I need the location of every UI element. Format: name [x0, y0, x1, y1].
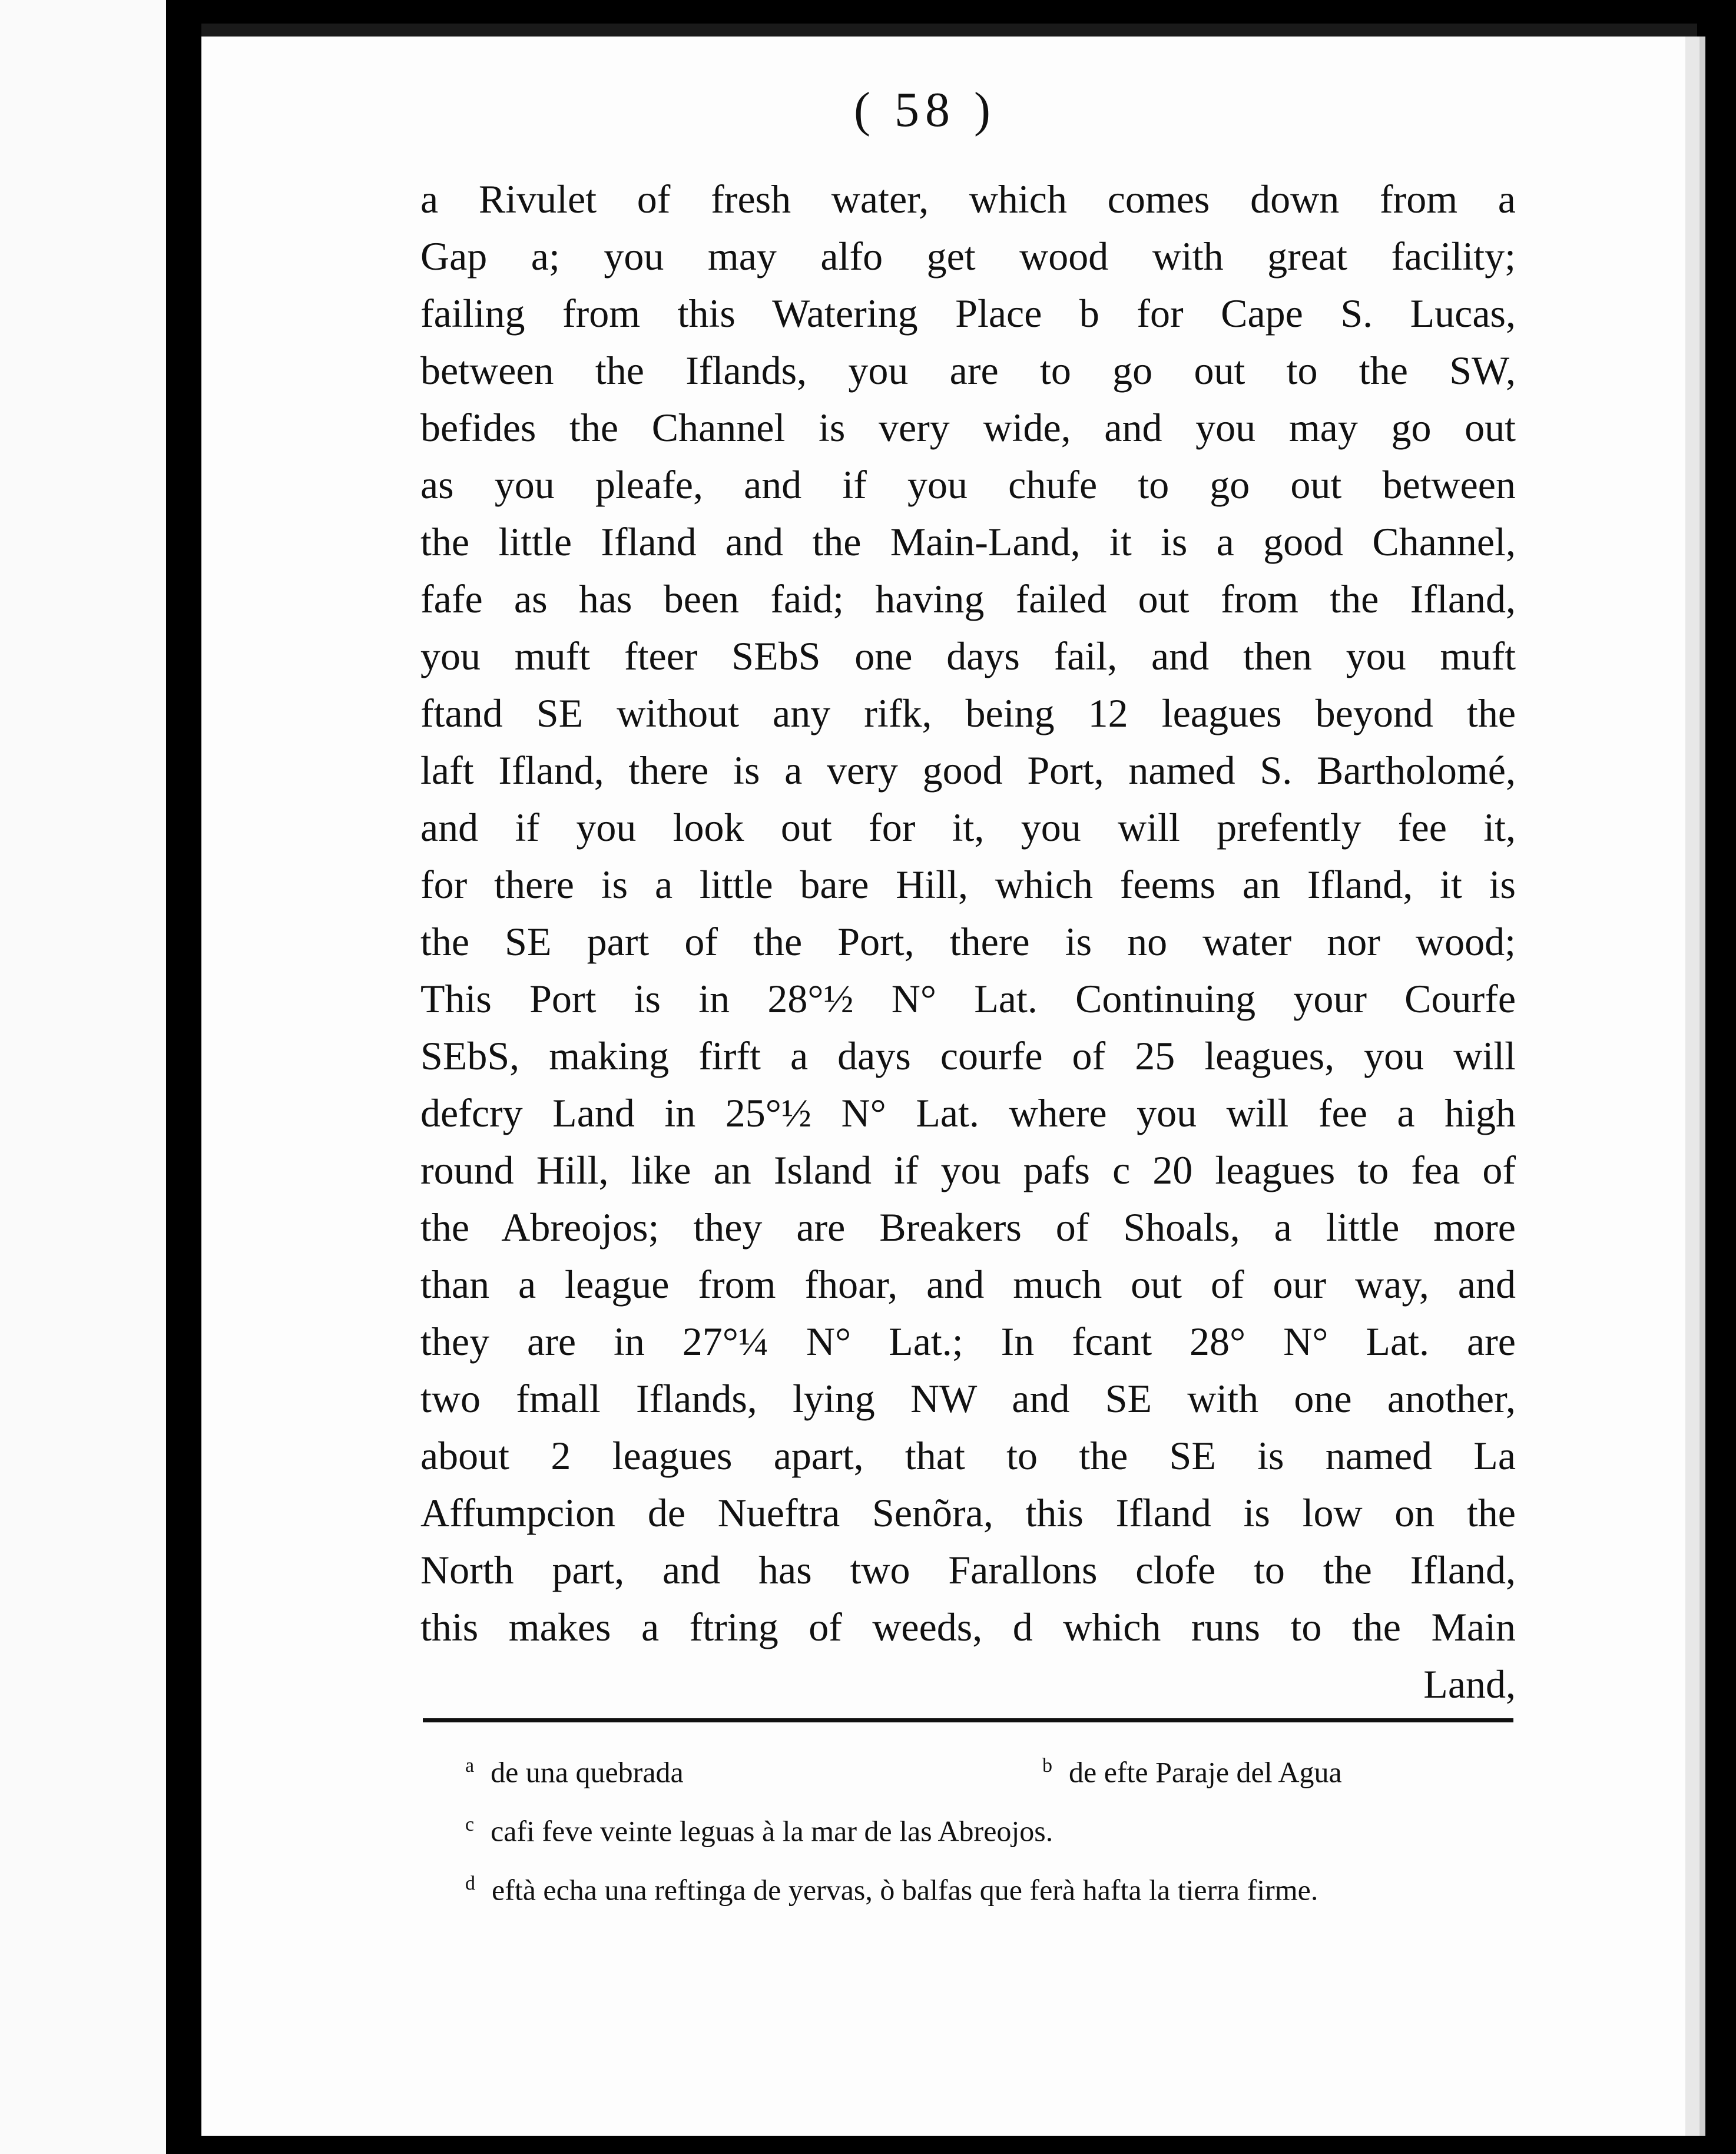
footnote-text: de una quebrada: [491, 1755, 684, 1789]
text-line: North part, and has two Farallons clofe to the Ifland,: [420, 1547, 1516, 1592]
text-line: the Abreojos; they are Breakers of Shoals, a little more: [420, 1205, 1516, 1250]
text-line: as you pleafe, and if you chufe to go out between: [420, 462, 1516, 507]
text-line: and if you look out for it, you will prefently fee it,: [420, 805, 1516, 850]
text-line: for there is a little bare Hill, which feems an Ifland, it is: [420, 862, 1516, 907]
page-edge: [1685, 37, 1699, 2136]
text-line: round Hill, like an Island if you pafs c 20 leagues to fea of: [420, 1148, 1516, 1192]
text-line: Gap a; you may alfo get wood with great facility;: [420, 234, 1516, 279]
text-line: than a league from fhoar, and much out of our way, and: [420, 1262, 1516, 1307]
book-gutter: [166, 0, 201, 2154]
text-line: the little Ifland and the Main-Land, it is a good Channel,: [420, 519, 1516, 564]
text-line: the SE part of the Port, there is no water nor wood;: [420, 919, 1516, 964]
text-line: failing from this Watering Place b for Cape S. Lucas,: [420, 291, 1516, 336]
footnote: [465, 1873, 1318, 1907]
footnote: [465, 1814, 1053, 1848]
footnote-rule: [423, 1718, 1513, 1722]
text-line: two fmall Iflands, lying NW and SE with one another,: [420, 1376, 1516, 1421]
text-line-catchword: Land,: [1423, 1662, 1516, 1706]
page-edge-shadow: [1699, 37, 1705, 2136]
page-number: ( 58 ): [854, 82, 996, 137]
text-line: befides the Channel is very wide, and you may go out: [420, 405, 1516, 450]
footnote-text: de efte Paraje del Agua: [1069, 1755, 1342, 1789]
text-line: SEbS, making firft a days courfe of 25 leagues, you will: [420, 1033, 1516, 1078]
text-line: This Port is in 28°½ N° Lat. Continuing your Courfe: [420, 976, 1516, 1021]
text-line: they are in 27°¼ N° Lat.; In fcant 28° N° Lat. are: [420, 1319, 1516, 1364]
footnote-mark: c: [465, 1814, 475, 1835]
text-line: fafe as has been faid; having failed out from the Ifland,: [420, 576, 1516, 621]
footnote-mark: d: [465, 1873, 475, 1894]
footnote-mark: a: [465, 1755, 475, 1777]
facing-page: [0, 0, 166, 2154]
text-line: laft Ifland, there is a very good Port, named S. Bartholomé,: [420, 748, 1516, 793]
footnote-text: cafi feve veinte leguas à la mar de las Abreojos.: [491, 1814, 1053, 1848]
body-text: [420, 171, 1516, 1713]
footnote: [1042, 1755, 1342, 1790]
footnote-mark: b: [1042, 1755, 1052, 1777]
footnote-text: eftà echa una reftinga de yervas, ò balfas que ferà hafta la tierra firme.: [492, 1873, 1318, 1907]
text-line: ftand SE without any rifk, being 12 leagues beyond the: [420, 691, 1516, 735]
text-line: between the Iflands, you are to go out to the SW,: [420, 348, 1516, 393]
text-line: about 2 leagues apart, that to the SE is named La: [420, 1433, 1516, 1478]
text-line: a Rivulet of fresh water, which comes down from a: [420, 177, 1516, 221]
text-line: you muft fteer SEbS one days fail, and then you muft: [420, 634, 1516, 678]
text-line: defcry Land in 25°½ N° Lat. where you will fee a high: [420, 1091, 1516, 1135]
footnote: [465, 1755, 684, 1790]
text-line: Affumpcion de Nueftra Senõra, this Ifland is low on the: [420, 1490, 1516, 1535]
text-line: this makes a ftring of weeds, d which runs to the Main: [420, 1605, 1516, 1649]
